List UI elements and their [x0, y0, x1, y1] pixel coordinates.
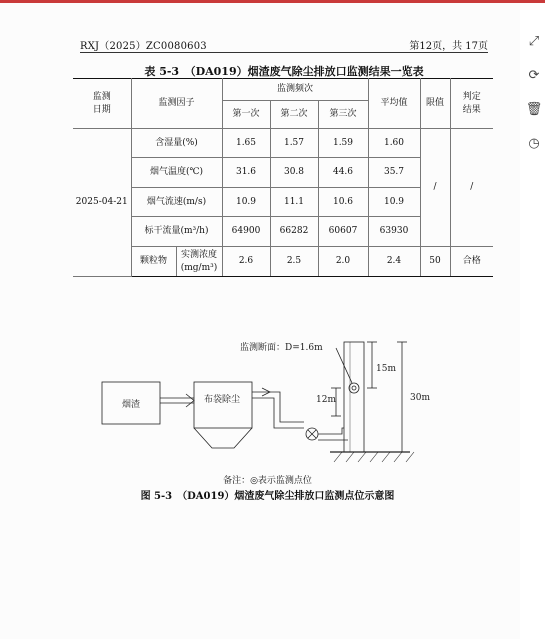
dim-12m-label: 12m [316, 395, 336, 405]
table-title: 表 5-3 （DA019）烟渣废气除尘排放口监测结果一览表 [144, 65, 424, 78]
header-limit: 限值 [420, 79, 450, 129]
monitoring-diagram [90, 330, 460, 470]
page-header [80, 37, 488, 51]
clock-icon[interactable]: ◷ [528, 135, 540, 151]
row-value: 10.6 [318, 188, 368, 217]
row-group: 颗粒物 [131, 247, 176, 277]
side-toolbar [523, 22, 545, 182]
expand-icon[interactable]: ⤢ [528, 33, 540, 49]
row-verdict: 合格 [450, 247, 493, 277]
duct-to-stack [318, 428, 344, 434]
row-factor: 含湿量(%) [131, 129, 222, 158]
section-label: 监测断面：D=1.6m [240, 343, 323, 353]
row-value: 1.65 [222, 129, 270, 158]
row-factor: 标干流量(m³/h) [131, 217, 222, 247]
header-average: 平均值 [368, 79, 420, 129]
row-value: 2.5 [270, 247, 318, 277]
row-value: 64900 [222, 217, 270, 247]
row-average: 2.4 [368, 247, 420, 277]
table-row [73, 247, 493, 277]
header-factor: 监测因子 [131, 79, 222, 129]
diagram-note: 备注：◎表示监测点位 [223, 476, 312, 486]
row-average: 35.7 [368, 158, 420, 188]
row-factor: 烟气温度(℃) [131, 158, 222, 188]
page-number: 第12页，共 17页 [409, 41, 488, 52]
header-divider [80, 52, 488, 53]
row-subfactor-unit: (mg/m³) [180, 262, 218, 273]
bag-filter-box [194, 382, 252, 428]
merged-limit: / [420, 129, 450, 247]
row-subfactor [176, 247, 222, 277]
duct-outer [252, 392, 304, 422]
row-subfactor-label: 实测浓度 [180, 249, 217, 260]
monitoring-point-dot [352, 386, 356, 390]
document-number: RXJ（2025）ZC0080603 [80, 41, 207, 52]
row-value: 2.0 [318, 247, 368, 277]
row-value: 1.57 [270, 129, 318, 158]
merged-verdict: / [450, 129, 493, 247]
stack [344, 342, 364, 452]
arrow-head-1 [186, 394, 194, 407]
monitoring-diagram-svg [90, 330, 460, 470]
header-run-1: 第一次 [222, 101, 270, 129]
row-value: 31.6 [222, 158, 270, 188]
delete-icon[interactable]: 🗑 [525, 101, 543, 117]
row-value: 10.9 [222, 188, 270, 217]
figure-caption: 图 5-3 （DA019）烟渣废气除尘排放口监测点位示意图 [140, 491, 395, 502]
table-row [73, 129, 493, 158]
header-run-2: 第二次 [270, 101, 318, 129]
bag-filter-label: 布袋除尘 [203, 395, 241, 405]
slag-box-label: 烟渣 [121, 400, 141, 410]
row-limit: 50 [420, 247, 450, 277]
row-value: 60607 [318, 217, 368, 247]
row-average: 1.60 [368, 129, 420, 158]
header-verdict: 判定 结果 [450, 79, 493, 129]
dim-30m-label: 30m [410, 393, 430, 403]
header-run-3: 第三次 [318, 101, 368, 129]
row-value: 2.6 [222, 247, 270, 277]
monitoring-point-icon [349, 383, 359, 393]
dim-15m-label: 15m [376, 364, 396, 374]
bag-filter-hopper [194, 428, 252, 448]
rotate-icon[interactable]: ⟳ [528, 67, 540, 83]
ground-hatching [334, 452, 414, 462]
row-date: 2025-04-21 [73, 129, 131, 277]
row-value: 1.59 [318, 129, 368, 158]
row-value: 11.1 [270, 188, 318, 217]
row-value: 44.6 [318, 158, 368, 188]
row-average: 10.9 [368, 188, 420, 217]
duct-inner [252, 398, 304, 428]
header-date: 监测 日期 [73, 79, 131, 129]
row-value: 66282 [270, 217, 318, 247]
results-table [73, 78, 493, 277]
row-value: 30.8 [270, 158, 318, 188]
header-frequency: 监测频次 [222, 79, 368, 101]
row-factor: 烟气流速(m/s) [131, 188, 222, 217]
row-average: 63930 [368, 217, 420, 247]
